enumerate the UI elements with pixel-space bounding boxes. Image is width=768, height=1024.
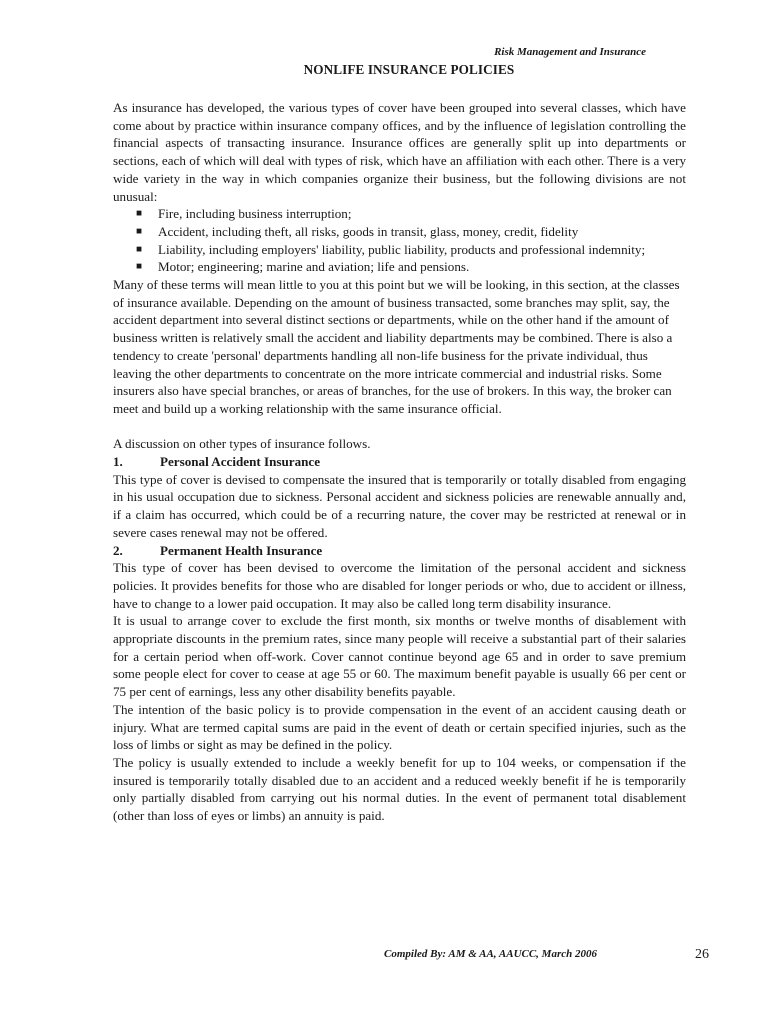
- list-item: ■ Fire, including business interruption;: [136, 206, 352, 222]
- footer-compiled-by: Compiled By: AM & AA, AAUCC, March 2006: [384, 948, 597, 960]
- section-paragraph: This type of cover is devised to compensate the insured that is temporarily or totally disabled from engaging in his usual occupation due to sickness. Personal accident and sickness policies are renewable annually and, if a claim has occurred, which could be of a recurring nature, the cover may be restricted at renewal or in severe cases renewal may not be offered.: [113, 471, 686, 540]
- bullet-icon: ■: [136, 225, 143, 237]
- division-list: [113, 205, 686, 276]
- page-title: NONLIFE INSURANCE POLICIES: [303, 62, 515, 77]
- list-item: ■ Motor; engineering; marine and aviation; life and pensions.: [136, 259, 470, 275]
- document-body: [113, 99, 686, 825]
- bullet-icon: ■: [136, 243, 143, 255]
- section-paragraph: The policy is usually extended to include a weekly benefit for up to 104 weeks, or compensation if the insured is temporarily totally disabled due to an accident and a reduced weekly benefit if he is temporarily only partially disabled from carrying out his normal duties. In the event of permanent total disablement (other than loss of eyes or limbs) an annuity is paid.: [113, 755, 686, 824]
- bullet-icon: ■: [136, 261, 143, 273]
- list-item: ■ Accident, including theft, all risks, goods in transit, glass, money, credit, fidelity: [136, 223, 579, 239]
- page-number: 26: [695, 947, 709, 962]
- section-paragraph: It is usual to arrange cover to exclude the first month, six months or twelve months of disablement with appropriate discounts in the premium rates, since many people will receive a substantial part of their salaries for a certain period when off-work. Cover cannot continue beyond age 65 and in order to save premium some people elect for cover to cease at age 55 or 60. The maximum benefit payable is usually 66 per cent or 75 per cent of earnings, less any other disability benefits payable.: [113, 613, 686, 700]
- post-bullets-paragraph: Many of these terms will mean little to you at this point but we will be looking, in this section, at the classes of insurance available. Depending on the amount of business transacted, some branches may split, say, the accident department into several distinct sections or departments, while on the other hand if the amount of business written is relatively small the accident and liability departments may be combined. There is also a tendency to create 'personal' departments handling all non-life business for the private individual, thus leaving the other departments to concentrate on the more intricate commercial and industrial risks. Some insurers also have special branches, or areas of branches, for the use of brokers. In this way, the broker can meet and build up a working relationship with the same insurance official.: [113, 277, 680, 416]
- section-heading-permanent-health: 2. Permanent Health Insurance: [113, 542, 323, 558]
- bullet-icon: ■: [136, 208, 143, 220]
- section-paragraph: This type of cover has been devised to overcome the limitation of the personal accident and sickness policies. It provides benefits for those who are disabled for longer periods or who, due to accident or illness, have to change to a lower paid occupation. It may also be called long term disability insurance.: [113, 560, 686, 611]
- discussion-intro: A discussion on other types of insurance follows.: [113, 436, 371, 452]
- running-header: Risk Management and Insurance: [494, 46, 646, 58]
- section-paragraph: The intention of the basic policy is to provide compensation in the event of an accident causing death or injury. What are termed capital sums are paid in the event of death or certain specified injuries, such as the loss of limbs or sight as may be defined in the policy.: [113, 701, 686, 753]
- list-item: ■ Liability, including employers' liability, public liability, products and professional indemnity;: [136, 241, 646, 257]
- section-heading-personal-accident: 1. Personal Accident Insurance: [113, 454, 321, 470]
- intro-paragraph: As insurance has developed, the various types of cover have been grouped into several classes, which have come about by practice within insurance company offices, and by the influence of legislation controlling the financial aspects of transacting insurance. Insurance offices are generally split up into departments or sections, each of which will deal with types of risk, which have an affiliation with each other. There is a very wide variety in the way in which companies organize their business, but the following divisions are not unusual:: [113, 100, 686, 204]
